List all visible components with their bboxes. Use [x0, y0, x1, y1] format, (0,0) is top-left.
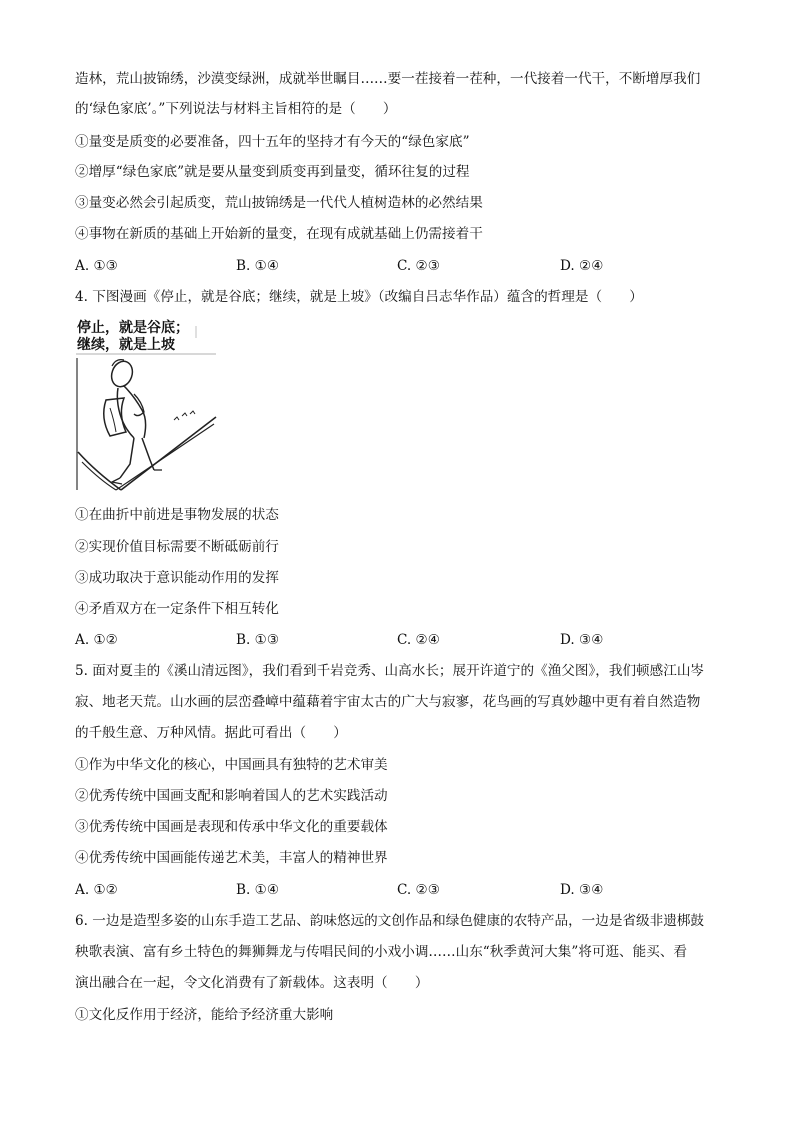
q5-option-b[interactable]: B. ①④ — [236, 882, 280, 898]
q5-item-1: ①作为中华文化的核心，中国画具有独特的艺术审美 — [75, 757, 388, 773]
q4-option-a[interactable]: A. ①② — [75, 632, 118, 648]
q3-stem-line-2: 的‘绿色家底’。”下列说法与材料主旨相符的是（ ） — [75, 101, 397, 117]
q4-stem: 4. 下图漫画《停止，就是谷底；继续，就是上坡》（改编自吕志华作品）蕴含的哲理是（ ） — [75, 289, 643, 305]
q3-option-c[interactable]: C. ②③ — [397, 258, 440, 274]
q5-item-3: ③优秀传统中国画是表现和传承中华文化的重要载体 — [75, 819, 388, 835]
q5-stem-line-1: 5. 面对夏圭的《溪山清远图》，我们看到千岩竞秀、山高水长；展开许道宁的《渔父图》，我们顿感江山岑 — [75, 663, 704, 679]
cartoon-caption-2: 继续，就是上坡 — [77, 337, 175, 353]
q6-stem-line-1: 6. 一边是造型多姿的山东手造工艺品、韵味悠远的文创作品和绿色健康的农特产品，一边是省级非遗梆鼓 — [75, 913, 705, 929]
q4-option-c[interactable]: C. ②④ — [397, 632, 440, 648]
q5-item-4: ④优秀传统中国画能传递艺术美，丰富人的精神世界 — [75, 850, 388, 866]
q3-stem-line-1: 造林，荒山披锦绣，沙漠变绿洲，成就举世瞩目……要一茬接着一茬种，一代接着一代干，不断增厚我们 — [75, 71, 701, 87]
q4-item-1: ①在曲折中前进是事物发展的状态 — [75, 507, 279, 523]
q3-item-2: ②增厚“绿色家底”就是要从量变到质变再到量变，循环往复的过程 — [75, 164, 470, 180]
q6-item-1: ①文化反作用于经济，能给予经济重大影响 — [75, 1007, 334, 1023]
q5-item-2: ②优秀传统中国画支配和影响着国人的艺术实践活动 — [75, 788, 388, 804]
q4-option-b[interactable]: B. ①③ — [236, 632, 280, 648]
q4-item-4: ④矛盾双方在一定条件下相互转化 — [75, 601, 279, 617]
q3-item-4: ④事物在新质的基础上开始新的量变，在现有成就基础上仍需接着干 — [75, 226, 483, 242]
q4-option-d[interactable]: D. ③④ — [560, 632, 604, 648]
q3-item-3: ③量变必然会引起质变，荒山披锦绣是一代代人植树造林的必然结果 — [75, 195, 483, 211]
q3-option-a[interactable]: A. ①③ — [75, 258, 118, 274]
q3-item-1: ①量变是质变的必要准备，四十五年的坚持才有今天的“绿色家底” — [75, 134, 470, 150]
q4-item-3: ③成功取决于意识能动作用的发挥 — [75, 570, 279, 586]
q5-option-c[interactable]: C. ②③ — [397, 882, 440, 898]
q3-option-b[interactable]: B. ①④ — [236, 258, 280, 274]
q6-stem-line-2: 秧歌表演、富有乡土特色的舞狮舞龙与传唱民间的小戏小调……山东“秋季黄河大集”将可逛、能买、看 — [75, 944, 688, 960]
q3-option-d[interactable]: D. ②④ — [560, 258, 604, 274]
q4-item-2: ②实现价值目标需要不断砥砺前行 — [75, 539, 279, 555]
q5-option-d[interactable]: D. ③④ — [560, 882, 604, 898]
q5-stem-line-3: 的千般生意、万种风情。据此可看出（ ） — [75, 725, 347, 741]
q6-stem-line-3: 演出融合在一起，令文化消费有了新载体。这表明（ ） — [75, 975, 429, 991]
q5-stem-line-2: 寂、地老天荒。山水画的层峦叠嶂中蕴藉着宇宙太古的广大与寂寥，花鸟画的写真妙趣中更有着自然造物 — [75, 694, 701, 710]
cartoon-caption-1: 停止，就是谷底； — [77, 320, 189, 336]
q5-option-a[interactable]: A. ①② — [75, 882, 118, 898]
